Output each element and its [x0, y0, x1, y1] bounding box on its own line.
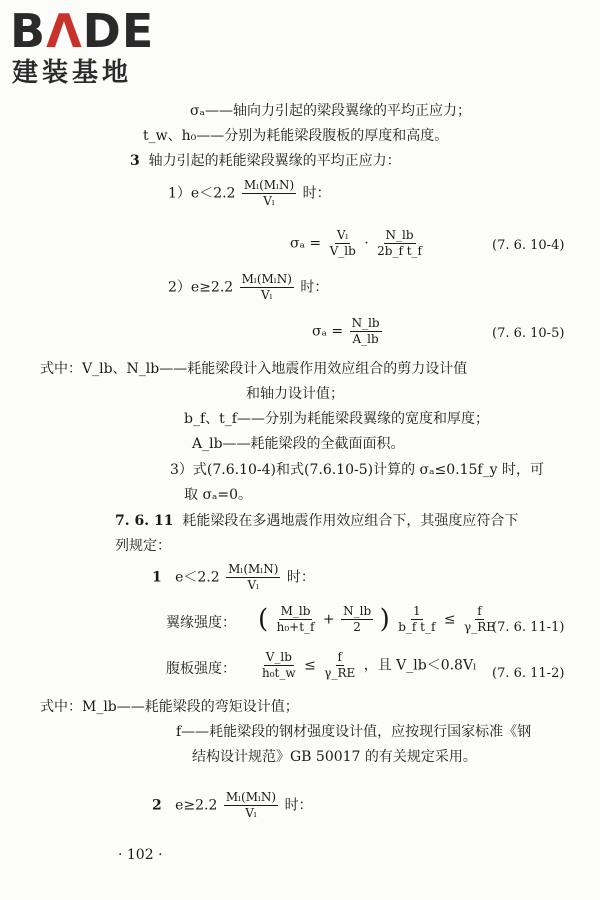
section-7-6-11-cont: 列规定： [115, 538, 171, 554]
item-2-condition: 2 e≥2.2 $\frac{\text{Mₗ(MₗN)}}{\text{Vₗ}}$ 时： [152, 790, 313, 820]
equation-7-6-10-5: σₐ = $\frac{N\_lb}{A\_lb}$ [312, 316, 380, 346]
definition-tw-h0: t_w、h₀——分别为耗能梁段腹板的厚度和高度。 [143, 128, 449, 144]
equation-7-6-11-1: ( $\frac{M\_lb}{\text{h₀+t\_f}}$ + $\frac{N\_lb}{2}$ ) $\frac{1}{\text{b\_f t\_f}}$ ≤ $\frac{f}{\gamma\_RE}$ [258, 604, 496, 635]
where-f: f——耗能梁段的钢材强度设计值，应按现行国家标准《钢 [176, 724, 532, 740]
section-7-6-11: 7. 6. 11 耗能梁段在多遇地震作用效应组合下，其强度应符合下 [115, 513, 519, 529]
equation-number: (7. 6. 11-1) [492, 620, 565, 635]
fraction: $\frac{\text{Mₗ(MₗN)}}{\text{Vₗ}}$ [243, 178, 295, 208]
where-f-cont: 结构设计规范》GB 50017 的有关规定采用。 [192, 749, 477, 765]
note-3-cont: 取 σₐ=0。 [184, 487, 253, 503]
web-strength-label: 腹板强度： [166, 661, 236, 677]
clause-3: 3 轴力引起的耗能梁段翼缘的平均正应力： [130, 153, 401, 169]
equation-number: (7. 6. 10-5) [492, 326, 565, 341]
flange-strength-label: 翼缘强度： [166, 615, 236, 631]
item-1-condition: 1 e＜2.2 $\frac{\text{Mₗ(MₗN)}}{\text{Vₗ}}$ 时： [152, 562, 315, 592]
definition-sigma-a: σₐ——轴向力引起的梁段翼缘的平均正应力； [190, 103, 471, 119]
note-3: 3）式(7.6.10-4)和式(7.6.10-5)计算的 σₐ≤0.15f_y 时，可 [170, 462, 544, 478]
equation-7-6-11-2: $\frac{V\_lb}{\text{h₀t\_w}}$ ≤ $\frac{f}{\gamma\_RE}$ ，且 V_lb＜0.8Vₗ [262, 650, 477, 680]
where-mlb: 式中：M_lb——耗能梁段的弯矩设计值； [40, 699, 299, 715]
page-number: · 102 · [118, 847, 163, 863]
logo-brand: BΛDE [10, 4, 155, 58]
case-2-condition: 2）e≥2.2 $\frac{\text{Mₗ(MₗN)}}{\text{Vₗ}}$ 时： [168, 272, 329, 302]
equation-number: (7. 6. 11-2) [492, 666, 565, 681]
where-vlb-nlb: 式中：V_lb、N_lb——耗能梁段计入地震作用效应组合的剪力设计值 [40, 361, 468, 377]
where-bf-tf: b_f、t_f——分别为耗能梁段翼缘的宽度和厚度； [184, 411, 489, 427]
equation-number: (7. 6. 10-4) [492, 238, 565, 253]
logo-accent-icon: Λ [46, 4, 83, 58]
where-vlb-nlb-cont: 和轴力设计值； [246, 386, 344, 402]
logo-subtitle: 建装基地 [12, 58, 133, 88]
case-1-condition: 1）e＜2.2 $\frac{\text{Mₗ(MₗN)}}{\text{Vₗ}}$ 时： [168, 178, 331, 208]
equation-7-6-10-4: σₐ = $\frac{\text{Vₗ}}{V\_lb}$ · $\frac{N\_lb}{\text{2b\_f t\_f}}$ [290, 228, 422, 258]
where-alb: A_lb——耗能梁段的全截面面积。 [192, 436, 405, 452]
